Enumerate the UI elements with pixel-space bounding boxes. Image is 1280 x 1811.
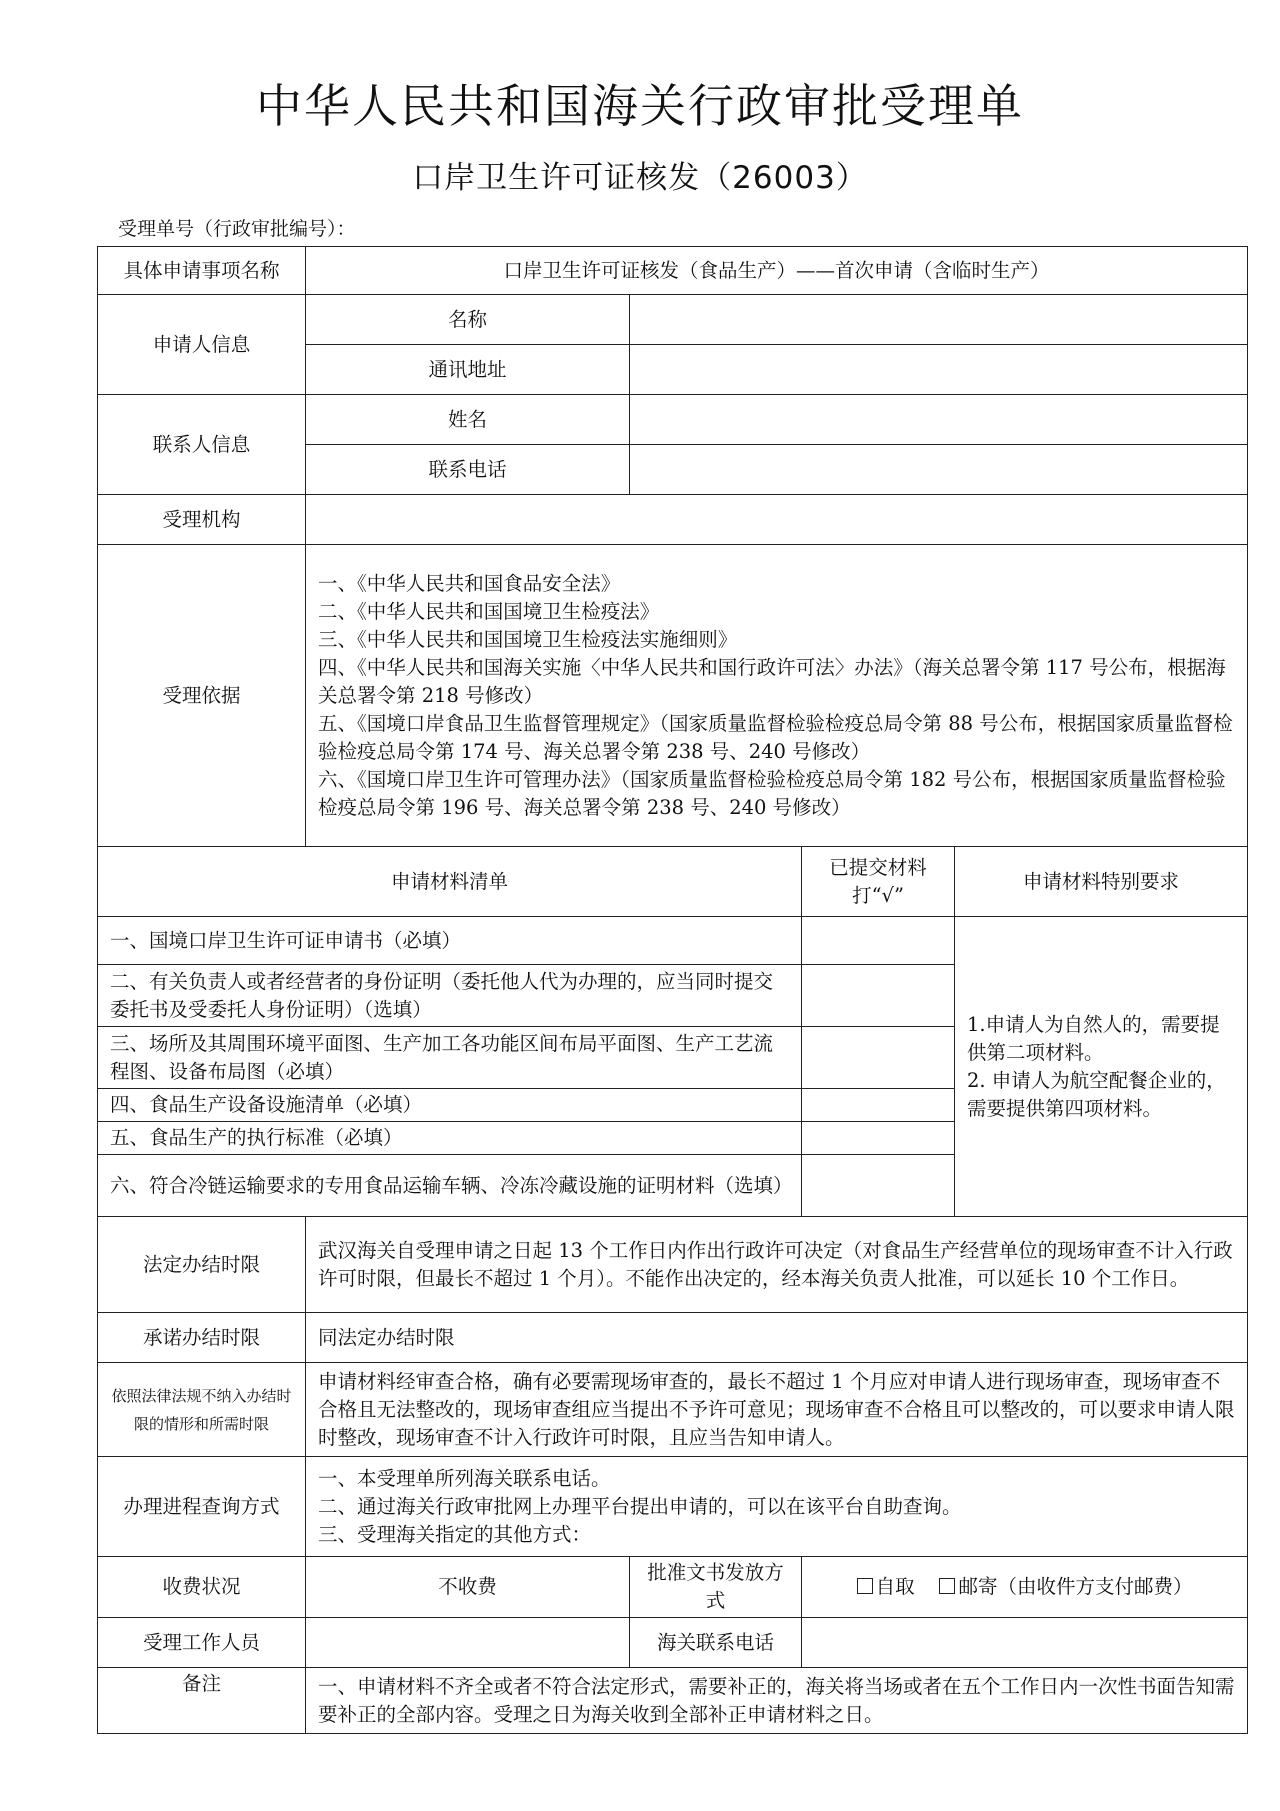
submitted-header — [802, 847, 955, 917]
delivery-option-mail-label: 邮寄（由收件方支付邮费） — [958, 1575, 1193, 1598]
contact-phone-field[interactable] — [630, 445, 1248, 495]
contact-name-label: 姓名 — [306, 395, 630, 445]
remarks-label: 备注 — [98, 1668, 306, 1734]
staff-label: 受理工作人员 — [98, 1618, 306, 1668]
basis-list — [306, 545, 1248, 847]
checkbox-icon[interactable] — [857, 1578, 873, 1594]
agency-label: 受理机构 — [98, 495, 306, 545]
basis-item: 二、《中华人民共和国国境卫生检疫法》 — [318, 599, 660, 623]
material-item: 四、食品生产设备设施清单（必填） — [98, 1089, 802, 1122]
applicant-address-field[interactable] — [630, 345, 1248, 395]
submitted-header-line2: 打“√” — [852, 883, 904, 907]
basis-item: 一、《中华人民共和国食品安全法》 — [318, 571, 621, 595]
material-check-cell[interactable] — [802, 1089, 955, 1122]
page-subtitle: 口岸卫生许可证核发（26003） — [412, 160, 868, 196]
applicant-name-label: 名称 — [306, 295, 630, 345]
basis-item: 五、《国境口岸食品卫生监督管理规定》（国家质量监督检验检疫总局令第 88 号公布，根据国家质量监督检验检疫总局令第 174 号、海关总署令第 238 号、240 号修改） — [318, 711, 1233, 763]
progress-query-item: 三、受理海关指定的其他方式： — [318, 1522, 592, 1546]
fee-value: 不收费 — [306, 1557, 630, 1618]
item-name-value: 口岸卫生许可证核发（食品生产）——首次申请（含临时生产） — [306, 247, 1248, 295]
basis-label: 受理依据 — [98, 545, 306, 847]
material-item: 五、食品生产的执行标准（必填） — [98, 1122, 802, 1155]
special-requirements-header: 申请材料特别要求 — [955, 847, 1248, 917]
basis-item: 四、《中华人民共和国海关实施〈中华人民共和国行政许可法〉办法》（海关总署令第 117 号公布，根据海关总署令第 218 号修改） — [318, 655, 1226, 707]
progress-query-list — [306, 1457, 1248, 1557]
contact-phone-label: 联系电话 — [306, 445, 630, 495]
delivery-option-mail[interactable] — [939, 1575, 1192, 1598]
agency-field[interactable] — [306, 495, 1248, 545]
material-check-cell[interactable] — [802, 1155, 955, 1217]
basis-item: 三、《中华人民共和国国境卫生检疫法实施细则》 — [318, 627, 738, 651]
remarks-value: 一、申请材料不齐全或者不符合法定形式，需要补正的，海关将当场或者在五个工作日内一次性书面告知需要补正的全部内容。受理之日为海关收到全部补正申请材料之日。 — [306, 1668, 1248, 1734]
material-check-cell[interactable] — [802, 1122, 955, 1155]
contact-info-label: 联系人信息 — [98, 395, 306, 495]
material-check-cell[interactable] — [802, 965, 955, 1027]
special-requirement-1: 1.申请人为自然人的，需要提供第二项材料。 — [967, 1012, 1220, 1064]
progress-query-label: 办理进程查询方式 — [98, 1457, 306, 1557]
delivery-option-self[interactable] — [857, 1575, 915, 1598]
material-item: 一、国境口岸卫生许可证申请书（必填） — [98, 917, 802, 965]
submitted-header-line1: 已提交材料 — [829, 855, 927, 879]
special-requirements-cell — [955, 917, 1248, 1217]
delivery-options — [802, 1557, 1248, 1618]
progress-query-item: 一、本受理单所列海关联系电话。 — [318, 1466, 611, 1490]
basis-item: 六、《国境口岸卫生许可管理办法》（国家质量监督检验检疫总局令第 182 号公布，根据国家质量监督检验检疫总局令第 196 号、海关总署令第 238 号、240 号修改） — [318, 767, 1226, 819]
applicant-name-field[interactable] — [630, 295, 1248, 345]
delivery-method-label: 批准文书发放方式 — [630, 1557, 802, 1618]
page-title: 中华人民共和国海关行政审批受理单 — [256, 79, 1024, 133]
material-check-cell[interactable] — [802, 917, 955, 965]
fee-label: 收费状况 — [98, 1557, 306, 1618]
material-item: 二、有关负责人或者经营者的身份证明（委托他人代为办理的，应当同时提交委托书及受委托人身份证明）（选填） — [98, 965, 802, 1027]
checkbox-icon[interactable] — [939, 1578, 955, 1594]
receipt-number-label: 受理单号（行政审批编号）： — [118, 218, 356, 240]
progress-query-item: 二、通过海关行政审批网上办理平台提出申请的，可以在该平台自助查询。 — [318, 1494, 962, 1518]
excluded-cases-value: 申请材料经审查合格，确有必要需现场审查的，最长不超过 1 个月应对申请人进行现场审查，现场审查不合格且无法整改的，现场审查组应当提出不予许可意见；现场审查不合格且可以整改的，可以要求申请人限时整改，现场审查不计入行政许可时限，且应当告知申请人。 — [306, 1363, 1248, 1457]
customs-phone-field[interactable] — [802, 1618, 1248, 1668]
special-requirement-2: 2. 申请人为航空配餐企业的，需要提供第四项材料。 — [967, 1068, 1226, 1120]
customs-phone-label: 海关联系电话 — [630, 1618, 802, 1668]
material-check-cell[interactable] — [802, 1027, 955, 1089]
applicant-info-label: 申请人信息 — [98, 295, 306, 395]
staff-field[interactable] — [306, 1618, 630, 1668]
application-form-table — [97, 246, 1248, 1734]
contact-name-field[interactable] — [630, 395, 1248, 445]
applicant-address-label: 通讯地址 — [306, 345, 630, 395]
delivery-option-self-label: 自取 — [875, 1575, 915, 1598]
item-name-label: 具体申请事项名称 — [98, 247, 306, 295]
materials-header: 申请材料清单 — [98, 847, 802, 917]
legal-limit-value: 武汉海关自受理申请之日起 13 个工作日内作出行政许可决定（对食品生产经营单位的现场审查不计入行政许可时限，但最长不超过 1 个月）。不能作出决定的，经本海关负责人批准，可以延长 10 个工作日。 — [306, 1217, 1248, 1313]
promised-limit-label: 承诺办结时限 — [98, 1313, 306, 1363]
excluded-cases-label: 依照法律法规不纳入办结时限的情形和所需时限 — [98, 1363, 306, 1457]
promised-limit-value: 同法定办结时限 — [306, 1313, 1248, 1363]
material-item: 六、符合冷链运输要求的专用食品运输车辆、冷冻冷藏设施的证明材料（选填） — [98, 1155, 802, 1217]
material-item: 三、场所及其周围环境平面图、生产加工各功能区间布局平面图、生产工艺流程图、设备布局图（必填） — [98, 1027, 802, 1089]
legal-limit-label: 法定办结时限 — [98, 1217, 306, 1313]
